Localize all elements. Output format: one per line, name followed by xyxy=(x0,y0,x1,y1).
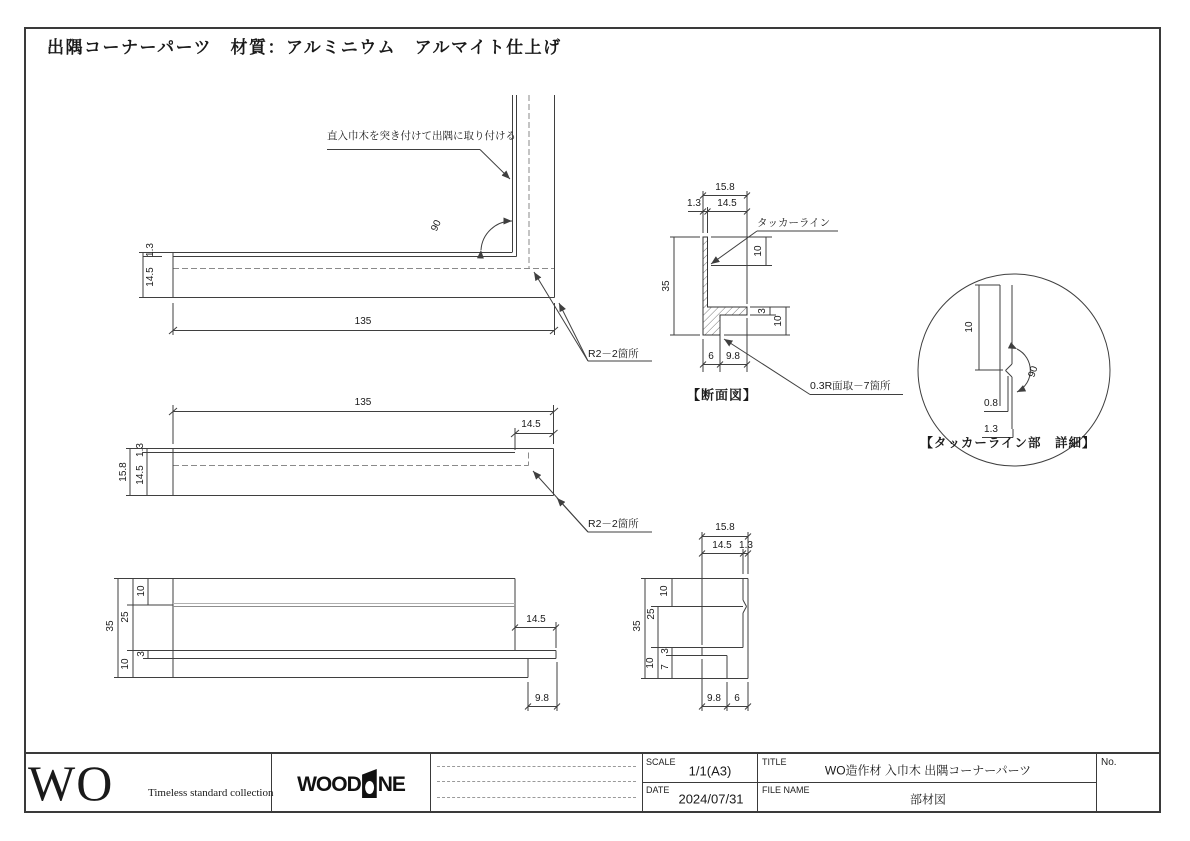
side-height-dim: 35 xyxy=(632,620,643,632)
date-value: 2024/07/31 xyxy=(678,791,744,807)
logo-ne-text: NE xyxy=(377,773,405,796)
section-web-dim: 1.3 xyxy=(687,198,701,209)
overall-dim: 15.8 xyxy=(118,462,129,482)
scale-label: SCALE xyxy=(646,757,676,767)
drawing-title: WO造作材 入巾木 出隅コーナーパーツ xyxy=(824,763,1032,778)
mounting-note: 直入巾木を突き付けて出隅に取り付ける xyxy=(327,130,516,142)
detail-web-dim: 1.3 xyxy=(984,424,998,435)
section-bottom-dim: 10 xyxy=(773,315,784,327)
detail-caption: 【タッカーライン部 詳細】 xyxy=(920,435,1096,450)
side-arm-ext-dim: 9.8 xyxy=(707,693,721,704)
logo-wood-text: WOOD xyxy=(297,773,361,796)
detail-angle-dim: 90 xyxy=(1026,364,1041,379)
section-foot-dim: 6 xyxy=(708,351,714,362)
woodone-logo xyxy=(297,769,405,797)
section-arm-ext-dim: 9.8 xyxy=(726,351,740,362)
logo-cell xyxy=(272,754,431,812)
section-arm-dim: 3 xyxy=(757,308,768,314)
front-height-dim: 35 xyxy=(105,620,116,632)
radius-note: R2－2箇所 xyxy=(588,518,639,530)
divider xyxy=(437,797,636,798)
no-label: No. xyxy=(1101,757,1117,768)
section-caption: 【断面図】 xyxy=(686,387,758,403)
front-top-offset-dim: 10 xyxy=(136,585,147,597)
chamfer-note: 0.3R面取－7箇所 xyxy=(810,380,891,392)
radius-note: R2－2箇所 xyxy=(588,348,639,360)
scale-value: 1/1(A3) xyxy=(688,763,732,779)
depth-dim: 14.5 xyxy=(135,465,146,485)
detail-notch-depth-dim: 0.8 xyxy=(984,398,998,409)
side-bottom-dim: 10 xyxy=(645,657,656,669)
section-height-dim: 35 xyxy=(661,280,672,292)
angle-dim: 90 xyxy=(429,218,444,234)
woodone-flag-icon xyxy=(362,769,377,798)
tacker-line-label: タッカーライン xyxy=(757,217,831,229)
scale-date-cell xyxy=(643,754,758,812)
divider xyxy=(643,782,757,783)
wo-tagline: Timeless standard collection xyxy=(148,787,274,799)
section-overall-width-dim: 15.8 xyxy=(715,182,735,193)
side-arm-dim: 3 xyxy=(660,648,671,654)
side-overall-width-dim: 15.8 xyxy=(715,522,735,533)
divider xyxy=(437,766,636,767)
front-bottom-dim: 10 xyxy=(120,658,131,670)
front-arm-ext-dim: 9.8 xyxy=(535,693,549,704)
file-name-label: FILE NAME xyxy=(762,785,810,795)
side-foot-dim: 6 xyxy=(734,693,740,704)
side-top-offset-dim: 10 xyxy=(659,585,670,597)
depth-dim: 14.5 xyxy=(145,267,156,287)
title-label: TITLE xyxy=(762,757,787,767)
front-end-width-dim: 14.5 xyxy=(526,614,546,625)
number-cell xyxy=(1097,754,1160,812)
divider xyxy=(437,781,636,782)
thickness-dim: 1.3 xyxy=(145,243,156,257)
notes-cell xyxy=(431,754,643,812)
thickness-dim: 1.3 xyxy=(135,443,146,457)
length-dim: 135 xyxy=(354,397,372,408)
title-block xyxy=(25,752,1160,812)
file-name-value: 部材図 xyxy=(909,792,947,807)
wo-logo: WO xyxy=(28,755,114,811)
end-width-dim: 14.5 xyxy=(521,419,541,430)
side-flange-dim: 14.5 xyxy=(712,540,732,551)
section-flange-dim: 14.5 xyxy=(717,198,737,209)
date-label: DATE xyxy=(646,785,670,795)
side-mid-dim: 25 xyxy=(646,608,657,620)
side-under-dim: 7 xyxy=(660,664,671,670)
length-dim: 135 xyxy=(354,316,372,327)
title-file-cell xyxy=(758,754,1097,812)
page-title: 出隅コーナーパーツ 材質：アルミニウム アルマイト仕上げ xyxy=(47,38,562,57)
divider xyxy=(758,782,1096,783)
front-arm-dim: 3 xyxy=(136,651,147,657)
detail-top-offset-dim: 10 xyxy=(964,321,975,333)
side-web-dim: 1.3 xyxy=(739,540,753,551)
front-mid-dim: 25 xyxy=(120,611,131,623)
section-top-offset-dim: 10 xyxy=(753,245,764,257)
